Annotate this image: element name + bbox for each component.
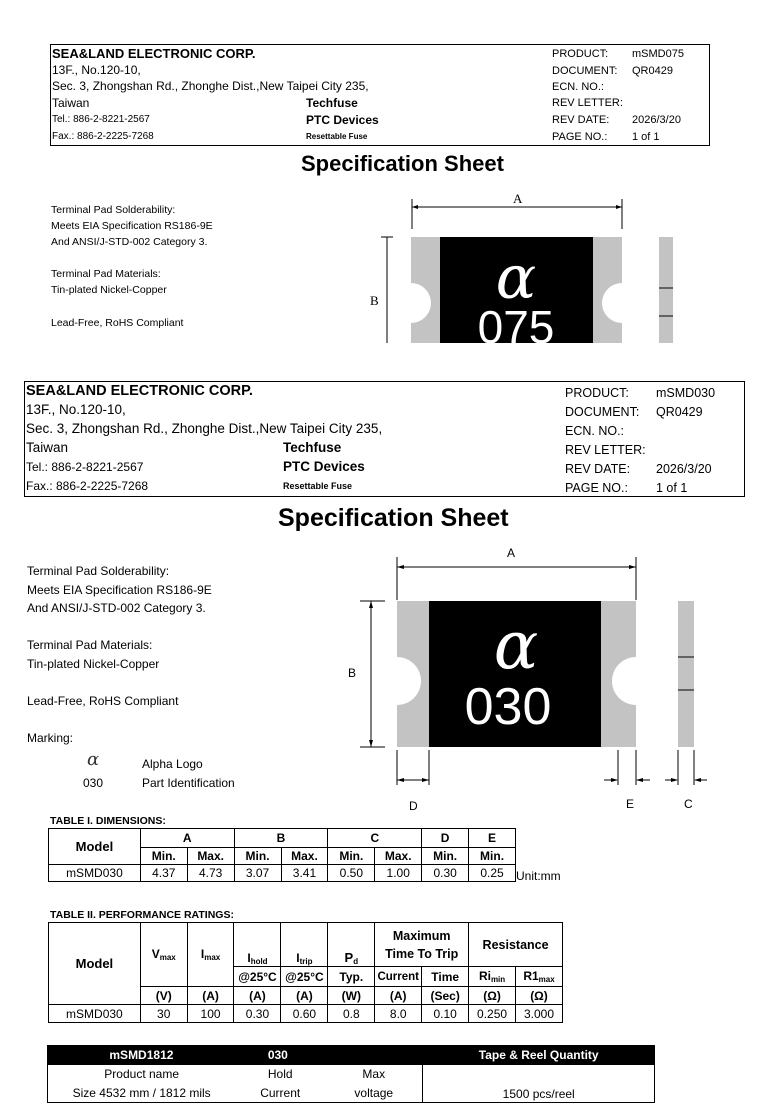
sheet2-label-page: PAGE NO.: [565,481,628,495]
table-cell: 0.60 [281,1005,328,1023]
table-cell: mSMD030 [49,1005,141,1023]
header-r1-max: $R1_{max}$ [516,967,563,987]
sheet2-company: SEA&LAND ELECTRONIC CORP. [26,383,253,399]
marking-legend-symbol-alpha: α [87,749,100,770]
sub-header: Max. [281,848,328,865]
unit-cell: (A) [234,987,281,1005]
sheet2-devices: PTC Devices [283,459,365,474]
table1-unit: Unit:mm [516,869,561,883]
sheet2-label-document: DOCUMENT: [565,405,640,419]
unit-cell: (W) [328,987,375,1005]
sheet1-note: Terminal Pad Materials: [51,268,161,280]
sheet2-value-page: 1 of 1 [656,481,688,495]
sheet2-tel: Tel.: 886-2-8221-2567 [26,460,144,474]
table-cell: mSMD030 [49,865,141,882]
sub-header: Max. [187,848,234,865]
header-model: Model [49,829,141,865]
sheet2-value-product: mSMD030 [656,386,716,400]
sheet2-label-ecn: ECN. NO.: [565,424,625,438]
sheet1-value-rev-date: 2026/3/20 [632,114,681,126]
header-vmax: $V_{max}$ [140,923,187,987]
header-group-e: E [469,829,516,848]
dim-label-a: A [507,546,516,560]
sheet1-label-document: DOCUMENT: [552,65,618,77]
sub-header: Min. [140,848,187,865]
marking-legend-desc-part: Part Identification [142,776,235,790]
sheet1-label-page: PAGE NO.: [552,131,608,143]
table-cell: 3.000 [516,1005,563,1023]
sub-header: Max. [375,848,422,865]
table-cell: 1.00 [375,865,422,882]
table2-caption: TABLE II. PERFORMANCE RATINGS: [50,909,234,921]
sheet2-note: Tin-plated Nickel-Copper [27,657,160,671]
dim-label-b: B [370,293,379,308]
performance-table [48,922,563,1023]
table-cell: 8.0 [375,1005,422,1023]
header-ri-min: $Ri_{min}$ [469,967,516,987]
alpha-logo: α [495,243,537,313]
tape-header-code: 030 [235,1046,423,1065]
sub-header: Min. [469,848,516,865]
unit-cell: (Ω) [516,987,563,1005]
table-cell: 100 [187,1005,234,1023]
sheet1-value-document: QR0429 [632,65,673,77]
header-time: Time [422,967,469,987]
sheet2-note: Meets EIA Specification RS186-9E [27,583,212,597]
table-cell: 0.30 [422,865,469,882]
sheet2-header-box [24,381,745,497]
unit-cell: (Ω) [469,987,516,1005]
unit-cell: (A) [187,987,234,1005]
sheet1-value-product: mSMD075 [632,48,684,60]
sheet1-devices: PTC Devices [306,113,379,127]
table-cell: 30 [140,1005,187,1023]
sheet2-label-rev-date: REV DATE: [565,462,631,476]
dim-label-b: B [348,666,357,680]
tape-cell: Hold [235,1065,325,1084]
sheet1-note: And ANSI/J-STD-002 Category 3. [51,236,208,248]
table-row [49,865,516,882]
tape-header-quantity: Tape & Reel Quantity [423,1046,655,1065]
header-at25-trip: @25°C [281,967,328,987]
sheet2-resettable: Resettable Fuse [283,481,353,491]
sheet1-note: Meets EIA Specification RS186-9E [51,220,213,232]
table-cell: 4.37 [140,865,187,882]
tape-cell: Current [235,1084,325,1103]
unit-cell: (A) [281,987,328,1005]
sheet1-addr1: 13F., No.120-10, [52,63,141,77]
sheet1-addr2: Sec. 3, Zhongshan Rd., Zhonghe Dist.,New Taipei City 235, [52,79,369,93]
tape-cell: Max [325,1065,423,1084]
sub-header: Min. [422,848,469,865]
header-resistance: Resistance [469,923,563,967]
sheet2-label-product: PRODUCT: [565,386,629,400]
sheet2-brand: Techfuse [283,440,342,455]
sheet1-company: SEA&LAND ELECTRONIC CORP. [52,46,256,61]
sheet1-resettable: Resettable Fuse [306,132,368,141]
tape-cell: voltage [325,1084,423,1103]
header-imax: $I_{max}$ [187,923,234,987]
marking-text: 030 [464,678,552,736]
header-itrip: $I_{trip}$ [281,923,328,967]
sheet1-note: Lead-Free, RoHS Compliant [51,317,184,329]
sheet1-tel: Tel.: 886-2-8221-2567 [52,114,150,125]
sheet1-label-ecn: ECN. NO.: [552,81,604,93]
sheet2-fax: Fax.: 886-2-2225-7268 [26,479,149,493]
header-pd: $P_d$ [328,923,375,967]
table-row [49,1005,563,1023]
header-model: Model [49,923,141,1005]
sheet1-addr3: Taiwan [52,96,90,110]
dim-label-c: C [684,797,693,811]
sheet2-note: Marking: [27,731,74,745]
alpha-logo: α [493,607,539,684]
table-cell: 0.250 [469,1005,516,1023]
header-ihold: $I_{hold}$ [234,923,281,967]
sheet2-component-drawing [340,540,720,815]
sheet2-addr2: Sec. 3, Zhongshan Rd., Zhonghe Dist.,New Taipei City 235, [26,421,383,436]
sheet1-component-drawing [360,185,680,343]
table-cell: 0.10 [422,1005,469,1023]
sheet1-header-box [50,44,710,146]
marking-legend-desc-alpha: Alpha Logo [142,757,203,771]
dim-label-d: D [409,799,418,813]
unit-cell: (V) [140,987,187,1005]
tape-cell: Size 4532 mm / 1812 mils [48,1084,236,1103]
table-cell: 4.73 [187,865,234,882]
sheet1-note: Terminal Pad Solderability: [51,204,176,216]
unit-cell: (A) [375,987,422,1005]
table-cell: 0.25 [469,865,516,882]
tape-cell: Product name [48,1065,236,1084]
table-cell: 0.8 [328,1005,375,1023]
tape-quantity: 1500 pcs/reel [423,1065,655,1103]
header-current: Current [375,967,422,987]
table-cell: 3.07 [234,865,281,882]
header-group-b: B [234,829,328,848]
side-view [678,601,694,747]
dimensions-table [48,828,516,882]
marking-legend-symbol-part: 030 [83,776,104,790]
unit-cell: (Sec) [422,987,469,1005]
sheet1-label-rev-date: REV DATE: [552,114,610,126]
sheet2-label-rev-letter: REV LETTER: [565,443,646,457]
sub-header: Min. [234,848,281,865]
sheet1-fax: Fax.: 886-2-2225-7268 [52,131,154,142]
table-cell: 3.41 [281,865,328,882]
table-cell: 0.30 [234,1005,281,1023]
sheet1-label-rev-letter: REV LETTER: [552,97,623,109]
sheet1-brand: Techfuse [306,96,358,110]
header-at25-hold: @25°C [234,967,281,987]
sheet2-value-rev-date: 2026/3/20 [656,462,712,476]
sheet2-note: Terminal Pad Solderability: [27,564,170,578]
marking-text: 075 [477,301,555,343]
tape-reel-table [47,1045,655,1103]
sheet2-note: Terminal Pad Materials: [27,638,153,652]
sub-header: Min. [328,848,375,865]
sheet2-addr3: Taiwan [26,440,69,455]
sheet1-value-page: 1 of 1 [632,131,660,143]
table1-caption: TABLE I. DIMENSIONS: [50,815,166,827]
sheet1-note: Tin-plated Nickel-Copper [51,284,167,296]
header-max-time-to-trip: Maximum Time To Trip [375,923,469,967]
sheet2-title: Specification Sheet [278,504,509,532]
header-typ: Typ. [328,967,375,987]
sheet2-value-document: QR0429 [656,405,703,419]
dim-label-a: A [513,191,523,206]
sheet2-note: Lead-Free, RoHS Compliant [27,694,179,708]
sheet2-note: And ANSI/J-STD-002 Category 3. [27,601,206,615]
header-group-d: D [422,829,469,848]
sheet1-title: Specification Sheet [301,151,504,176]
sheet1-label-product: PRODUCT: [552,48,609,60]
sheet2-addr1: 13F., No.120-10, [26,402,126,417]
header-group-c: C [328,829,422,848]
header-group-a: A [140,829,234,848]
table-cell: 0.50 [328,865,375,882]
dim-label-e: E [626,797,635,811]
side-view [659,237,673,343]
tape-header-model: mSMD1812 [48,1046,236,1065]
